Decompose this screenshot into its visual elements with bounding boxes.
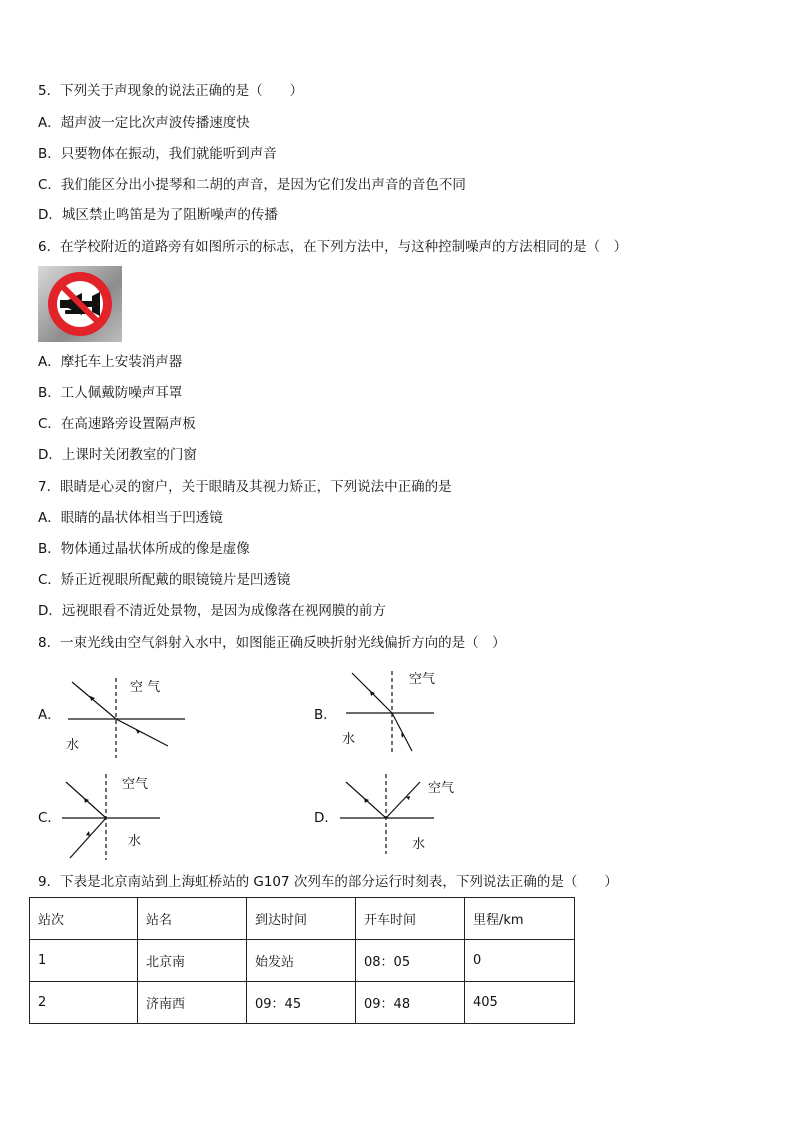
q8-option-b-label: B． bbox=[314, 707, 337, 723]
table-row bbox=[30, 940, 575, 982]
q5-option-b: B．只要物体在振动，我们就能听到声音 bbox=[38, 146, 277, 162]
table-cell: 08：05 bbox=[356, 940, 465, 982]
no-horn-sign-icon bbox=[38, 266, 122, 342]
header-cell: 开车时间 bbox=[356, 898, 465, 940]
q5-option-a: A．超声波一定比次声波传播速度快 bbox=[38, 115, 250, 131]
q7-stem: 7．眼睛是心灵的窗户，关于眼睛及其视力矫正，下列说法中正确的是 bbox=[38, 479, 452, 495]
q8-stem: 8．一束光线由空气斜射入水中，如图能正确反映折射光线偏折方向的是（ ） bbox=[38, 635, 506, 651]
q5-option-d: D．城区禁止鸣笛是为了阻断噪声的传播 bbox=[38, 207, 278, 223]
q8-diagram-b bbox=[336, 665, 446, 755]
q9-stem: 9．下表是北京南站到上海虹桥站的 G107 次列车的部分运行时刻表，下列说法正确的是（ ） bbox=[38, 874, 618, 890]
q7-option-a: A．眼睛的晶状体相当于凹透镜 bbox=[38, 510, 223, 526]
q8-option-a-label: A． bbox=[38, 707, 61, 723]
q7-option-d: D．远视眼看不清近处景物，是因为成像落在视网膜的前方 bbox=[38, 603, 386, 619]
q8-b-water-label: 水 bbox=[342, 732, 356, 747]
table-cell: 405 bbox=[465, 982, 575, 1024]
q6-option-a: A．摩托车上安装消声器 bbox=[38, 354, 183, 370]
q8-c-air-label: 空气 bbox=[122, 777, 149, 792]
header-cell: 站名 bbox=[138, 898, 247, 940]
table-row bbox=[30, 982, 575, 1024]
q7-option-c: C．矫正近视眼所配戴的眼镜镜片是凹透镜 bbox=[38, 572, 291, 588]
table-cell: 0 bbox=[465, 940, 575, 982]
q8-d-air-label: 空气 bbox=[428, 781, 455, 796]
table-cell: 始发站 bbox=[247, 940, 356, 982]
q7-option-b: B．物体通过晶状体所成的像是虚像 bbox=[38, 541, 250, 557]
q8-a-water-label: 水 bbox=[66, 738, 80, 753]
q8-diagram-a bbox=[60, 670, 190, 760]
q8-diagram-c bbox=[60, 770, 180, 862]
q8-option-c-label: C． bbox=[38, 810, 61, 826]
header-cell: 到达时间 bbox=[247, 898, 356, 940]
table-cell: 北京南 bbox=[138, 940, 247, 982]
q8-a-air-label: 空 气 bbox=[130, 680, 161, 695]
table-cell: 2 bbox=[30, 982, 138, 1024]
table-cell: 09：48 bbox=[356, 982, 465, 1024]
q5-stem: 5．下列关于声现象的说法正确的是（ ） bbox=[38, 83, 304, 99]
timetable bbox=[29, 897, 575, 1024]
table-cell: 09：45 bbox=[247, 982, 356, 1024]
q8-option-d-label: D． bbox=[314, 810, 338, 826]
header-cell: 里程/km bbox=[465, 898, 575, 940]
q8-b-air-label: 空气 bbox=[409, 672, 436, 687]
q6-option-d: D．上课时关闭教室的门窗 bbox=[38, 447, 197, 463]
timetable-header-row bbox=[30, 898, 575, 940]
q6-stem: 6．在学校附近的道路旁有如图所示的标志，在下列方法中，与这种控制噪声的方法相同的是（ ） bbox=[38, 239, 628, 255]
q5-option-c: C．我们能区分出小提琴和二胡的声音，是因为它们发出声音的音色不同 bbox=[38, 177, 466, 193]
q8-c-water-label: 水 bbox=[128, 834, 142, 849]
q6-option-c: C．在高速路旁设置隔声板 bbox=[38, 416, 196, 432]
table-cell: 1 bbox=[30, 940, 138, 982]
q6-option-b: B．工人佩戴防噪声耳罩 bbox=[38, 385, 183, 401]
q8-diagram-d bbox=[336, 770, 466, 862]
table-cell: 济南西 bbox=[138, 982, 247, 1024]
q8-d-water-label: 水 bbox=[412, 837, 426, 852]
header-cell: 站次 bbox=[30, 898, 138, 940]
